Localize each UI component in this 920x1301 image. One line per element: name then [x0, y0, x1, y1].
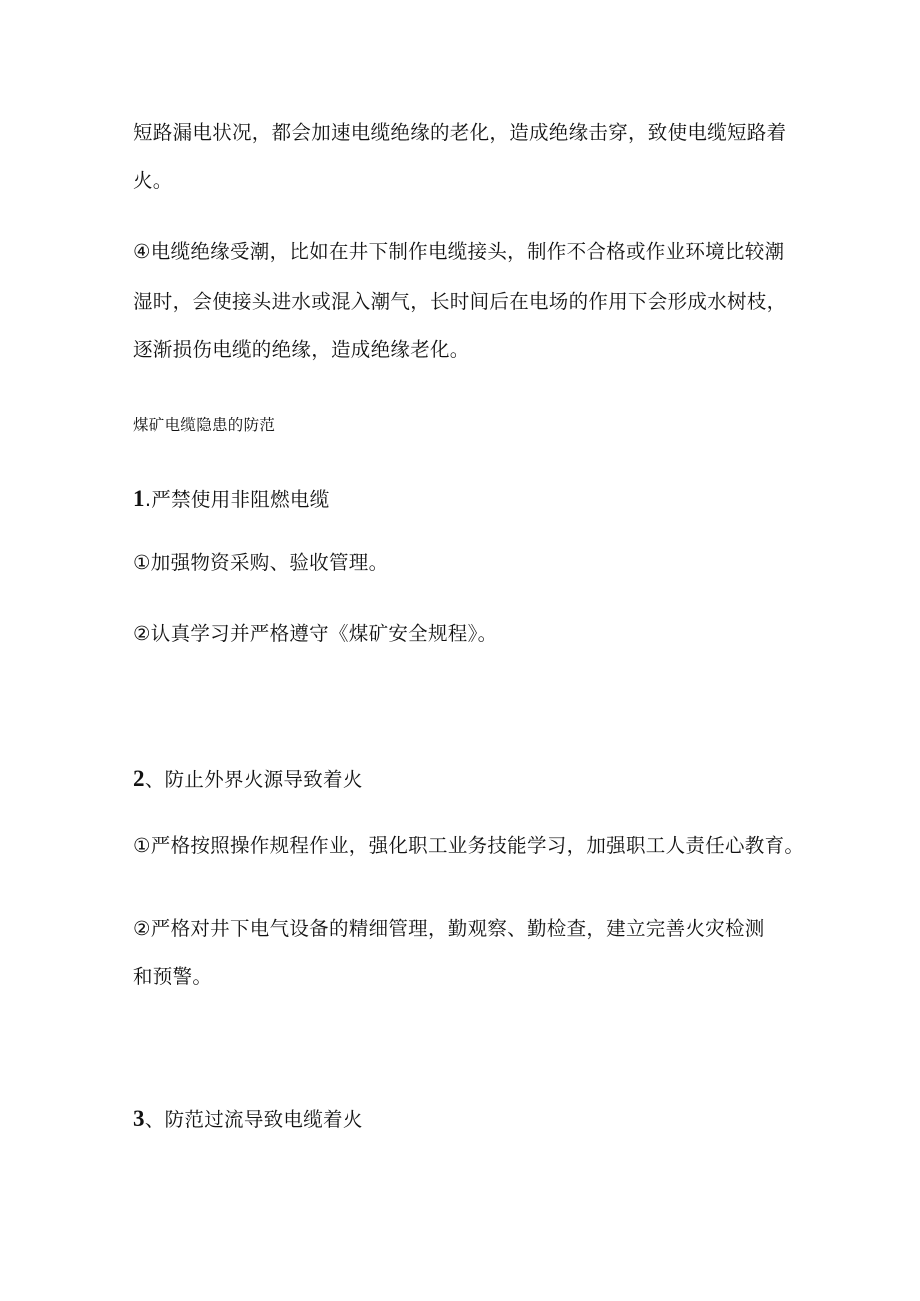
list-item: ①加强物资采购、验收管理。 — [133, 551, 389, 574]
section-number: 2 — [133, 766, 145, 791]
list-item: ①严格按照操作规程作业，强化职工业务技能学习，加强职工人责任心教育。 — [133, 834, 805, 857]
section-title: 煤矿电缆隐患的防范 — [133, 416, 276, 434]
section-heading-text: 、防止外界火源导致着火 — [144, 768, 363, 791]
section-number: 3 — [133, 1106, 145, 1131]
list-item-continuation: 和预警。 — [133, 965, 213, 988]
paragraph-line: 短路漏电状况，都会加速电缆绝缘的老化，造成绝缘击穿，致使电缆短路着 — [133, 121, 787, 144]
section-heading-2 — [133, 767, 363, 792]
section-number: 1 — [133, 486, 145, 511]
list-item: ②严格对井下电气设备的精细管理，勤观察、勤检查，建立完善火灾检测 — [133, 917, 765, 940]
paragraph-line: ④电缆绝缘受潮，比如在井下制作电缆接头，制作不合格或作业环境比较潮 — [133, 240, 785, 263]
paragraph-line: 火。 — [133, 169, 173, 192]
paragraph-line: 湿时，会使接头进水或混入潮气，长时间后在电场的作用下会形成水树枝， — [133, 290, 787, 313]
section-heading-text: .严禁使用非阻燃电缆 — [144, 488, 330, 511]
paragraph-line: 逐渐损伤电缆的绝缘，造成绝缘老化。 — [133, 338, 470, 361]
section-heading-1 — [133, 487, 330, 512]
section-heading-3 — [133, 1107, 363, 1132]
section-heading-text: 、防范过流导致电缆着火 — [144, 1108, 363, 1131]
list-item: ②认真学习并严格遵守《煤矿安全规程》。 — [133, 622, 498, 645]
